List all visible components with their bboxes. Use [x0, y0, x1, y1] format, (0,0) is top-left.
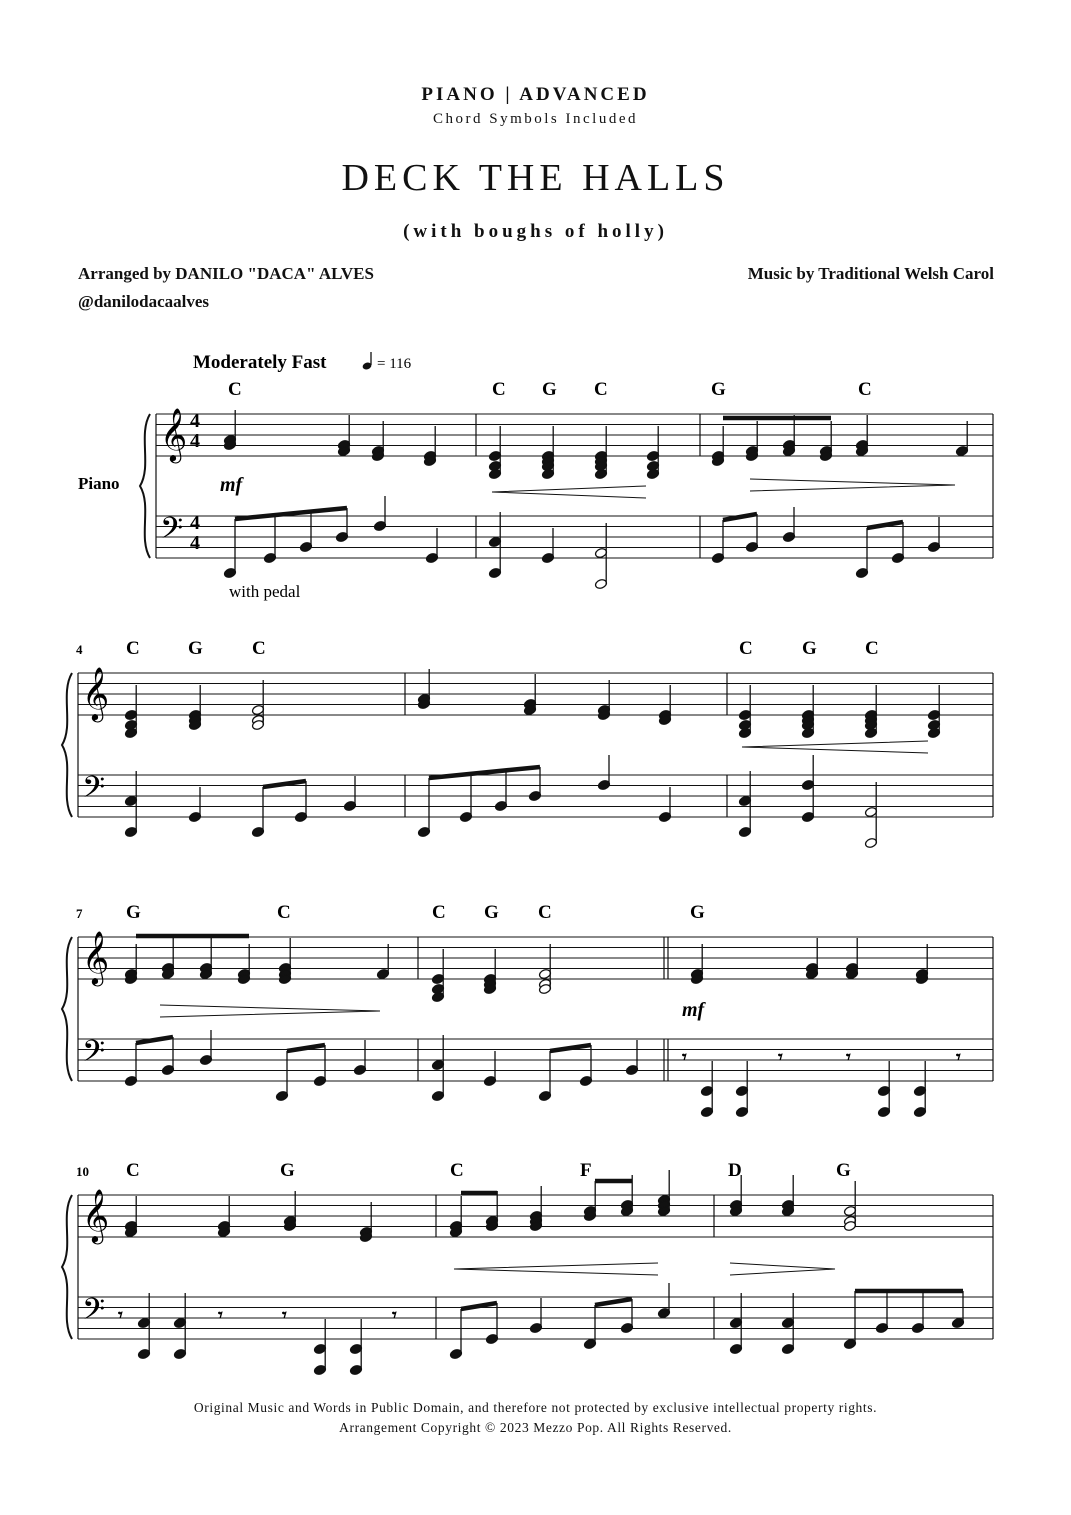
beam [429, 767, 540, 778]
eighth-rest-icon: 𝄾 [778, 1047, 783, 1067]
brace [62, 673, 72, 817]
beam [723, 514, 757, 520]
level-label: PIANO | ADVANCED [421, 84, 650, 105]
brace [62, 1195, 72, 1339]
dynamic-mf: mf [220, 474, 243, 496]
chord-symbol: C [739, 638, 753, 659]
svg-text:4: 4 [190, 430, 200, 452]
bass-clef-icon: 𝄢 [82, 1035, 106, 1075]
crescendo-hairpin [742, 741, 928, 753]
chord-symbol: F [580, 1160, 592, 1181]
footer-copyright: Arrangement Copyright © 2023 Mezzo Pop. All Rights Reserved. [339, 1420, 732, 1435]
page-title: DECK THE HALLS [341, 157, 730, 199]
notation-layer [62, 408, 993, 1376]
composer-credit: Music by Traditional Welsh Carol [747, 264, 994, 283]
chord-symbol: C [126, 1160, 140, 1181]
time-signature [190, 410, 200, 554]
svg-text:4: 4 [190, 512, 200, 534]
tempo-text: Moderately Fast [193, 352, 327, 373]
treble-clef-icon: 𝄞 [82, 668, 110, 719]
chord-symbol: C [450, 1160, 464, 1181]
chord-symbol: C [594, 379, 608, 400]
arranger-handle: @danilodacaalves [78, 292, 210, 311]
chord-symbol: G [542, 379, 557, 400]
chord-symbol: G [802, 638, 817, 659]
svg-text:4: 4 [190, 532, 200, 554]
chord-symbol: C [277, 902, 291, 923]
footer-public-domain: Original Music and Words in Public Domain, and therefore not protected by exclusive intellectual property rights. [193, 1400, 878, 1415]
chord-symbol: C [252, 638, 266, 659]
chord-symbol: G [484, 902, 499, 923]
eighth-rest-icon: 𝄾 [218, 1305, 223, 1325]
beam [235, 508, 347, 519]
measure-number-4: 4 [76, 642, 83, 657]
beam [263, 781, 306, 787]
instrument-name: Piano [78, 474, 120, 493]
bass-clef-icon: 𝄢 [160, 512, 184, 552]
chord-symbol: C [865, 638, 879, 659]
chord-symbol: G [126, 902, 141, 923]
decrescendo-hairpin [750, 479, 955, 491]
svg-text:4: 4 [190, 410, 200, 432]
chord-symbol: C [492, 379, 506, 400]
chord-symbol: D [728, 1160, 742, 1181]
arranger-credit: Arranged by DANILO "DACA" ALVES [78, 264, 374, 283]
beam [461, 1303, 497, 1309]
treble-clef-icon: 𝄞 [160, 409, 188, 460]
treble-clef-icon: 𝄞 [82, 1190, 110, 1241]
chord-symbol: C [432, 902, 446, 923]
crescendo-hairpin [492, 486, 646, 498]
tempo-bpm: = 116 [377, 356, 412, 372]
treble-clef-icon: 𝄞 [82, 932, 110, 983]
eighth-rest-icon: 𝄾 [956, 1047, 961, 1067]
bass-clef-icon: 𝄢 [82, 771, 106, 811]
dynamic-mf-2: mf [682, 999, 705, 1021]
beam [136, 1037, 173, 1043]
eighth-rest-icon: 𝄾 [282, 1305, 287, 1325]
eighth-rest-icon: 𝄾 [118, 1305, 123, 1325]
crescendo-hairpin [454, 1263, 658, 1275]
beam [287, 1045, 325, 1051]
brace [62, 937, 72, 1081]
beam [867, 522, 903, 528]
measure-number-10: 10 [76, 1164, 89, 1179]
chord-symbol: G [711, 379, 726, 400]
chord-symbol: C [228, 379, 242, 400]
decrescendo-hairpin [160, 1005, 380, 1017]
quarter-note-icon [362, 352, 373, 371]
eighth-rest-icon: 𝄾 [682, 1047, 687, 1067]
beam [595, 1299, 632, 1305]
measure-number-7: 7 [76, 906, 83, 921]
subtitle: (with boughs of holly) [403, 221, 668, 242]
chord-symbols-note: Chord Symbols Included [433, 111, 638, 127]
chord-symbol: G [836, 1160, 851, 1181]
beam [550, 1045, 591, 1051]
brace [140, 414, 150, 558]
decrescendo-hairpin [730, 1263, 835, 1275]
chord-symbol: G [690, 902, 705, 923]
eighth-rest-icon: 𝄾 [846, 1047, 851, 1067]
chord-symbol: G [188, 638, 203, 659]
chord-symbol: C [858, 379, 872, 400]
chord-symbol: C [126, 638, 140, 659]
chord-symbol: C [538, 902, 552, 923]
bass-clef-icon: 𝄢 [82, 1293, 106, 1333]
pedal-text: with pedal [229, 582, 301, 601]
chord-symbol: G [280, 1160, 295, 1181]
eighth-rest-icon: 𝄾 [392, 1305, 397, 1325]
